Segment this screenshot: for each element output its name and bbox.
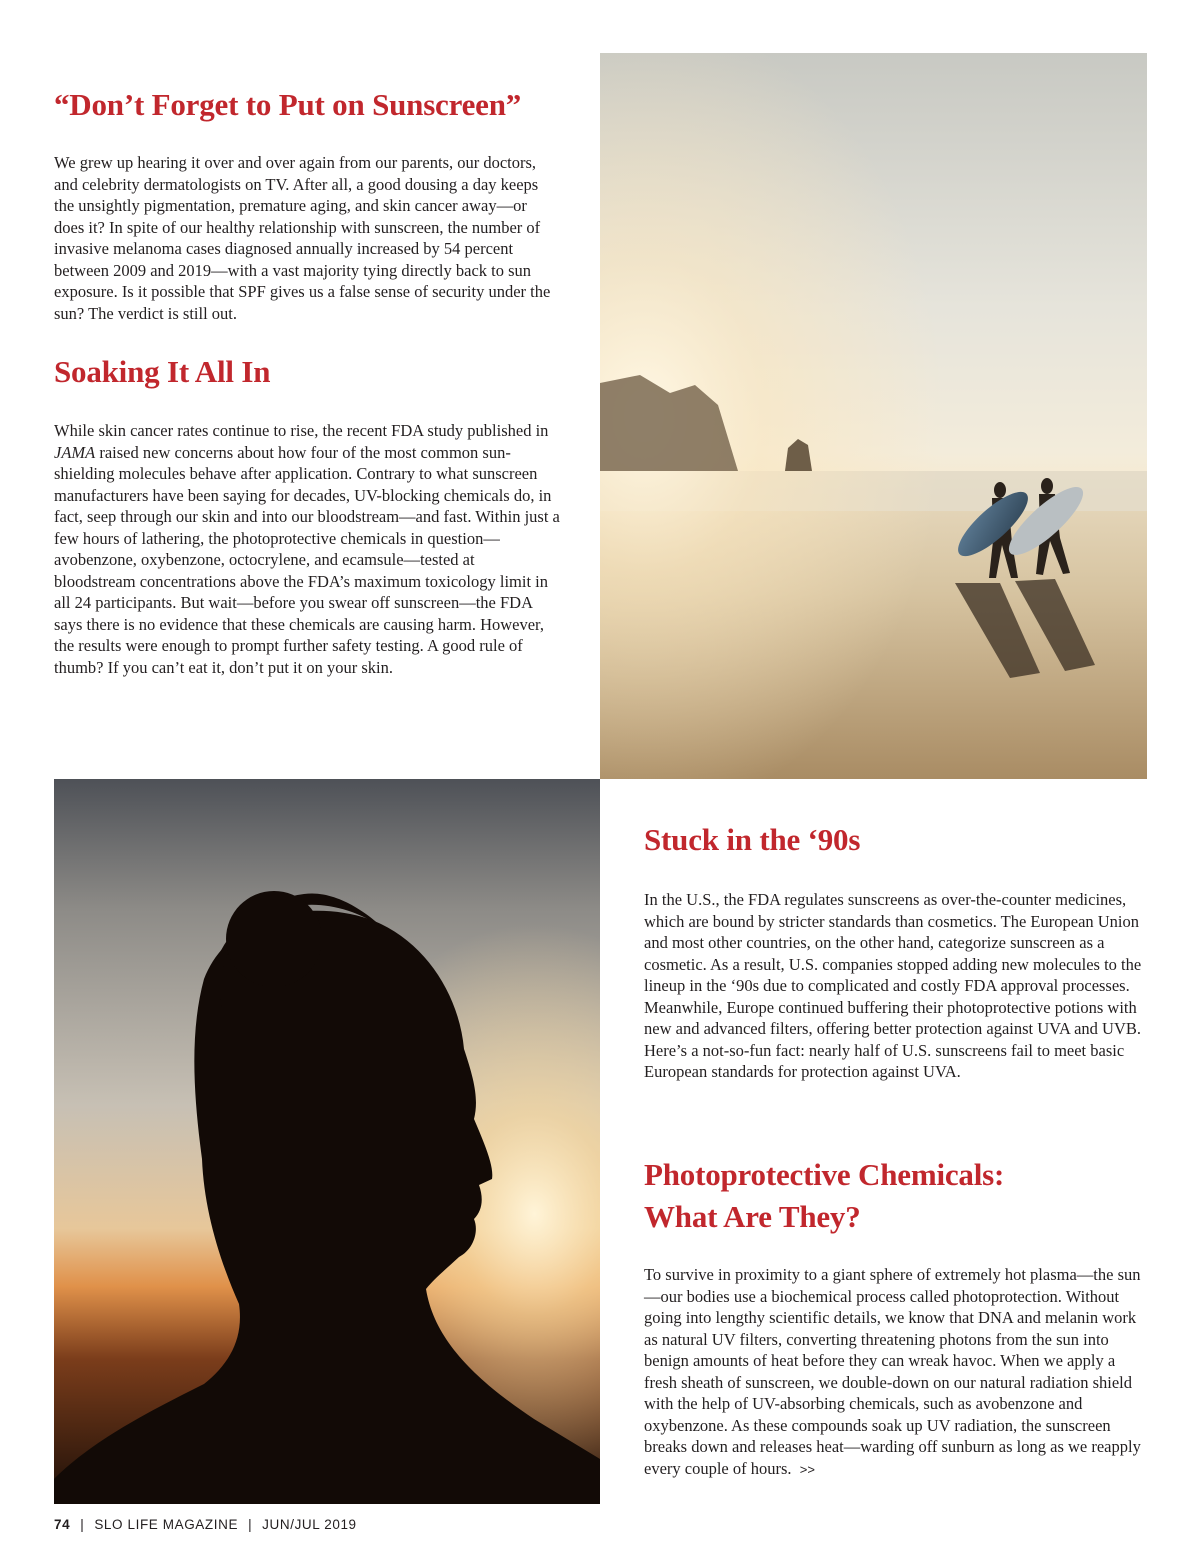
heading-soaking-it-all-in: Soaking It All In — [54, 354, 271, 389]
page-footer — [54, 1517, 357, 1532]
heading-photoprotective-line1: Photoprotective Chemicals: — [644, 1157, 1005, 1192]
publication-name: SLO LIFE MAGAZINE — [94, 1517, 239, 1532]
paragraph-intro: We grew up hearing it over and over again from our parents, our doctors, and celebrity dermatologists on TV. After all, a good dousing a day keeps the unsightly pigmentation, premature aging, and skin cancer away—or does it? In spite of our healthy relationship with sunscreen, the number of invasive melanoma cases diagnosed annually increased by 54 percent between 2009 and 2019—with a vast majority tying directly back to sun exposure. Is it possible that SPF gives us a false sense of security under the sun? The verdict is still out. — [54, 153, 551, 323]
journal-name-jama: JAMA — [54, 442, 96, 462]
heading-photoprotective-chemicals — [644, 1154, 1004, 1238]
issue-date: JUN/JUL 2019 — [262, 1517, 357, 1532]
paragraph-soaking-part2: raised new concerns about how four of the most common sun-shielding molecules behave after application. Contrary to what sunscreen manufacturers have been saying for decades, UV-blocking chemicals do, in fact, seep through our skin and into our bloodstream—and fast. Within just a few hours of lathering, the photoprotective chemicals in question—avobenzone, oxybenzone, octocrylene, and ecamsule—tested at bloodstream concentrations above the FDA’s maximum toxicology limit in all 24 participants. But wait—before you swear off sunscreen—the FDA says there is no evidence that these chemicals are causing harm. However, the results were enough to prompt further safety testing. A good rule of thumb? If you can’t eat it, don’t put it on your skin. — [54, 442, 560, 677]
photo-surfers-beach — [600, 53, 1147, 779]
heading-stuck-in-the-90s: Stuck in the ‘90s — [644, 822, 861, 857]
continue-marker: >> — [799, 1461, 815, 1477]
paragraph-photoprotection — [644, 1264, 1150, 1480]
paragraph-stuck-in-90s: In the U.S., the FDA regulates sunscreens as over-the-counter medicines, which are bound by stricter standards than cosmetics. The European Union and most other countries, on the other hand, categorize sunscreen as a cosmetic. As a result, U.S. companies stopped adding new molecules to the lineup in the ‘90s due to complicated and costly FDA approval processes. Meanwhile, Europe continued buffering their photoprotective potions with new and advanced filters, offering better protection against UVA and UVB. Here’s a not-so-fun fact: nearly half of U.S. sunscreens fail to meet basic European standards for protection against UVA. — [644, 890, 1142, 1081]
footer-separator-2: | — [248, 1517, 253, 1532]
footer-separator: | — [80, 1517, 85, 1532]
heading-dont-forget-sunscreen: “Don’t Forget to Put on Sunscreen” — [54, 87, 522, 122]
heading-photoprotective-line2: What Are They? — [644, 1199, 861, 1234]
paragraph-soaking-part1: While skin cancer rates continue to rise, the recent FDA study published in — [54, 421, 549, 440]
page-number: 74 — [54, 1517, 71, 1532]
paragraph-photoprotection-text: To survive in proximity to a giant sphere of extremely hot plasma—the sun—our bodies use a biochemical process called photoprotection. Without going into lengthy scientific details, we know that DNA and melanin work as natural UV filters, converting threatening photons from the sun into benign amounts of heat before they can wreak havoc. When we apply a fresh sheath of sunscreen, we double-down on our natural radiation shield with the help of UV-absorbing chemicals, such as avobenzone and oxybenzone. As these compounds soak up UV radiation, the sunscreen breaks down and releases heat—warding off sunburn as long as we reapply every couple of hours. — [644, 1265, 1141, 1478]
photo-woman-silhouette-sunset — [54, 779, 600, 1504]
paragraph-soaking — [54, 420, 560, 678]
